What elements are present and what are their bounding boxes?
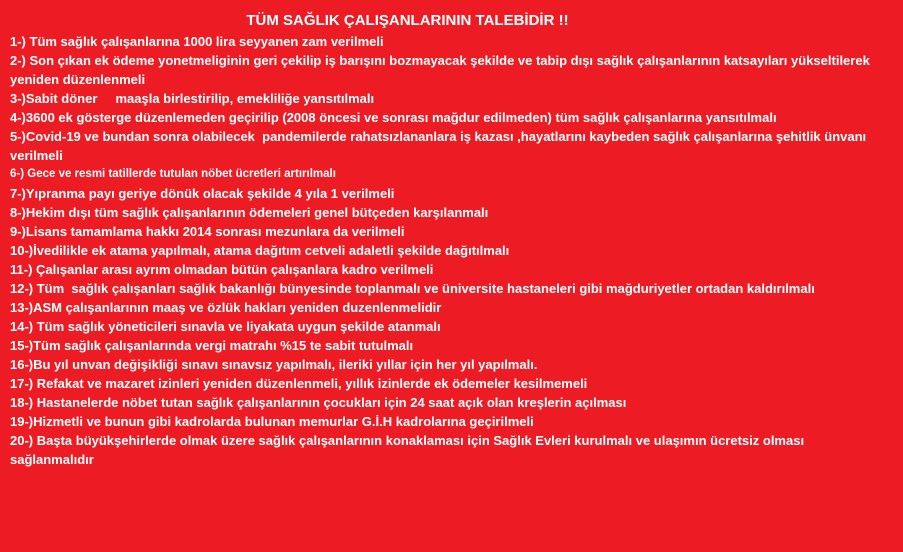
list-item: 5-)Covid-19 ve bundan sonra olabilecek pandemilerde rahatsızlananlara iş kazası ,hayatlarını kaybeden sağlık çalışanlarına şehitlik ünvanı verilmeli xyxy=(10,129,870,163)
list-item: 16-)Bu yıl unvan değişikliği sınavı sınavsız yapılmalı, ileriki yıllar için her yıl yapılmalı. xyxy=(10,357,538,372)
list-item: 18-) Hastanelerde nöbet tutan sağlık çalışanlarının çocukları için 24 saat açık olan kreşlerin açılması xyxy=(10,395,627,410)
list-item: 12-) Tüm sağlık çalışanları sağlık bakanlığı bünyesinde toplanmalı ve üniversite hastaneleri gibi mağduriyetler ortadan kaldırılmalı xyxy=(10,281,815,296)
list-item: 20-) Başta büyükşehirlerde olmak üzere sağlık çalışanlarının konaklaması için Sağlık Evleri kurulmalı ve ulaşımın ücretsiz olması sağlanmalıdır xyxy=(10,433,808,467)
demands-list xyxy=(10,32,890,469)
page-title: TÜM SAĞLIK ÇALIŞANLARININ TALEBİDİR !! xyxy=(246,12,569,29)
list-item: 7-)Yıpranma payı geriye dönük olacak şekilde 4 yıla 1 verilmeli xyxy=(10,186,395,201)
list-item: 10-)İvedilikle ek atama yapılmalı, atama dağıtım cetveli adaletli şekilde dağıtılmalı xyxy=(10,243,510,258)
list-item: 1-) Tüm sağlık çalışanlarına 1000 lira seyyanen zam verilmeli xyxy=(10,34,384,49)
list-item: 15-)Tüm sağlık çalışanlarında vergi matrahı %15 te sabit tutulmalı xyxy=(10,338,414,353)
list-item: 13-)ASM çalışanlarının maaş ve özlük hakları yeniden duzenlenmelidir xyxy=(10,300,442,315)
list-item: 9-)Lisans tamamlama hakkı 2014 sonrası mezunlara da verilmeli xyxy=(10,224,405,239)
list-item: 3-)Sabit döner maaşla birlestirilip, emekliliğe yansıtılmalı xyxy=(10,91,375,106)
list-item: 4-)3600 ek gösterge düzenlemeden geçirilip (2008 öncesi ve sonrası mağdur edilmeden) tüm sağlık çalışanlarına yansıtılmalı xyxy=(10,110,777,125)
list-item: 14-) Tüm sağlık yöneticileri sınavla ve liyakata uygun şekilde atanmalı xyxy=(10,319,441,334)
list-item: 11-) Çalışanlar arası ayrım olmadan bütün çalışanlara kadro verilmeli xyxy=(10,262,434,277)
list-item: 17-) Refakat ve mazaret izinleri yeniden düzenlenmeli, yıllık izinlerde ek ödemeler kesilmemeli xyxy=(10,376,588,391)
list-item: 19-)Hizmetli ve bunun gibi kadrolarda bulunan memurlar G.İ.H kadrolarına geçirilmeli xyxy=(10,414,534,429)
list-item: 2-) Son çıkan ek ödeme yonetmeliginin geri çekilip iş barışını bozmayacak şekilde ve tabip dışı sağlık çalışanlarının katsayıları yükseltilerek yeniden düzenlenmeli xyxy=(10,53,874,87)
list-item: 6-) Gece ve resmi tatillerde tutulan nöbet ücretleri artırılmalı xyxy=(10,168,336,180)
list-item: 8-)Hekim dışı tüm sağlık çalışanlarının ödemeleri genel bütçeden karşılanmalı xyxy=(10,205,489,220)
